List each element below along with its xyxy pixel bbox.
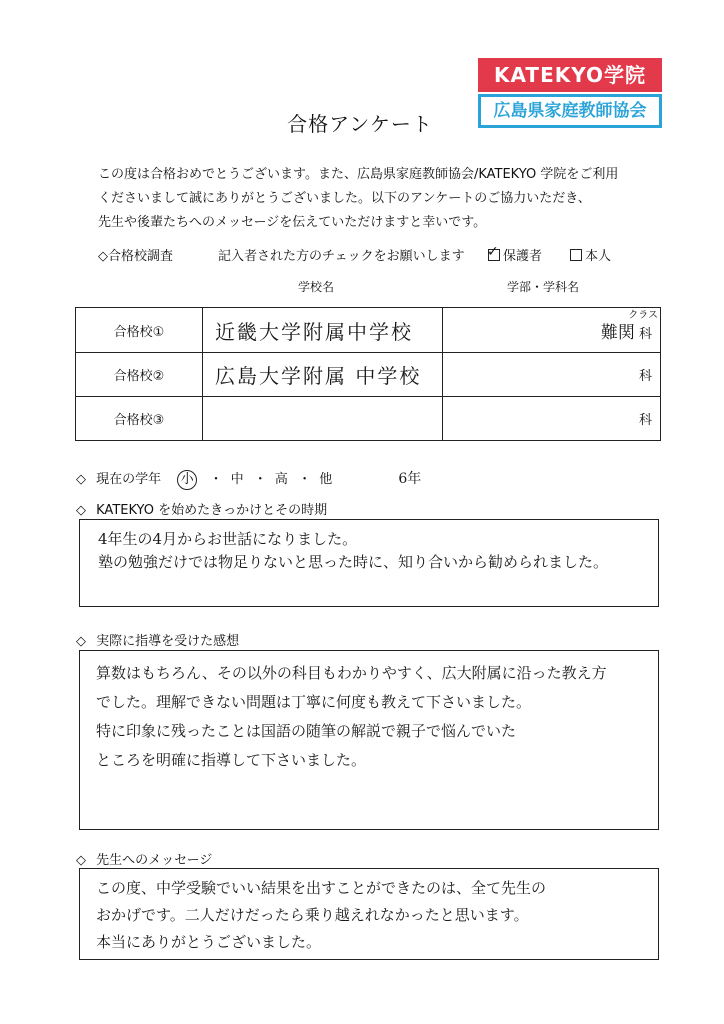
katekyo-logo: KATEKYO学院	[478, 58, 662, 92]
answer-line: 4年生の4月からお世話になりました。	[98, 530, 358, 548]
grade-option[interactable]: 他	[319, 472, 333, 487]
diamond-icon: ◇	[76, 472, 86, 487]
school-name[interactable]: 近畿大学附属中学校	[203, 308, 443, 353]
option-self-label: 本人	[585, 249, 612, 264]
answer-box-impressions[interactable]	[79, 650, 659, 830]
section-heading	[76, 630, 239, 649]
school-label: 合格校②	[76, 353, 203, 397]
answer-line: ところを明確に指導して下さいました。	[96, 751, 367, 769]
section-heading-label: 実際に指導を受けた感想	[96, 634, 240, 649]
answer-line: 本当にありがとうございました。	[96, 933, 322, 951]
table-row	[76, 353, 661, 397]
dept-note: クラス	[628, 310, 658, 321]
section-heading	[76, 499, 327, 518]
option-guardian[interactable]	[488, 245, 542, 264]
answer-line: 算数はもちろん、その以外の科目もわかりやすく、広大附属に沿った教え方	[96, 664, 607, 682]
answer-line: この度、中学受験でいい結果を出すことができたのは、全て先生の	[96, 879, 547, 897]
dept-value: 難関	[600, 322, 635, 343]
dept-suffix: 科	[638, 413, 652, 428]
school-label: 合格校①	[76, 308, 203, 353]
column-department: 学部・学科名	[507, 280, 580, 294]
intro-line: くださいまして誠にありがとうございました。以下のアンケートのご協力いただき、	[98, 191, 591, 206]
dept-suffix: 科	[638, 369, 652, 384]
school-dept[interactable]	[443, 353, 661, 397]
section-heading-label: 先生へのメッセージ	[96, 853, 213, 868]
survey-instruction: 記入者された方のチェックをお願いします	[218, 249, 465, 264]
survey-heading: ◇合格校調査	[98, 249, 173, 264]
answer-line: 特に印象に残ったことは国語の随筆の解説で親子で悩んでいた	[96, 722, 517, 740]
checkbox-guardian[interactable]	[488, 249, 500, 261]
answer-line: おかげです。二人だけだったら乗り越えれなかったと思います。	[96, 906, 529, 924]
answer-line: でした。理解できない問題は丁寧に何度も教えて下さいました。	[96, 693, 532, 711]
table-row	[76, 308, 661, 353]
school-label: 合格校③	[76, 397, 203, 441]
dept-suffix: 科	[638, 326, 652, 342]
school-dept[interactable]	[443, 308, 661, 353]
option-self[interactable]	[570, 245, 611, 264]
intro-line: この度は合格おめでとうございます。また、広島県家庭教師協会/KATEKYO 学院をご利用	[98, 167, 619, 182]
schools-table	[75, 307, 661, 441]
school-name[interactable]	[203, 397, 443, 441]
grade-row: ◇ 現在の学年 小 ・ 中 ・ 高 ・ 他 6年	[76, 468, 421, 490]
column-school-name: 学校名	[298, 280, 335, 294]
intro-text	[98, 163, 658, 235]
diamond-icon: ◇	[76, 503, 86, 518]
table-row	[76, 397, 661, 441]
grade-heading: 現在の学年	[96, 472, 162, 487]
grade-option[interactable]: 高	[274, 472, 288, 487]
answer-box-start[interactable]	[79, 519, 659, 607]
association-logo: 広島県家庭教師協会	[478, 94, 662, 128]
answer-box-message[interactable]	[79, 868, 659, 960]
section-heading-label: KATEKYO を始めたきっかけとその時期	[96, 503, 328, 518]
grade-value[interactable]: 6年	[398, 471, 422, 487]
grade-option-selected[interactable]: 小	[177, 470, 197, 490]
page-title: 合格アンケート	[287, 112, 433, 136]
school-name[interactable]: 広島大学附属 中学校	[203, 353, 443, 397]
option-guardian-label: 保護者	[503, 249, 543, 264]
school-dept[interactable]	[443, 397, 661, 441]
diamond-icon: ◇	[76, 634, 86, 649]
answer-line: 塾の勉強だけでは物足りないと思った時に、知り合いから勧められました。	[98, 553, 609, 571]
checkbox-self[interactable]	[570, 249, 582, 261]
diamond-icon: ◇	[76, 853, 86, 868]
section-heading	[76, 849, 212, 868]
grade-option[interactable]: 中	[230, 472, 244, 487]
intro-line: 先生や後輩たちへのメッセージを伝えていただけますと幸いです。	[98, 215, 487, 230]
